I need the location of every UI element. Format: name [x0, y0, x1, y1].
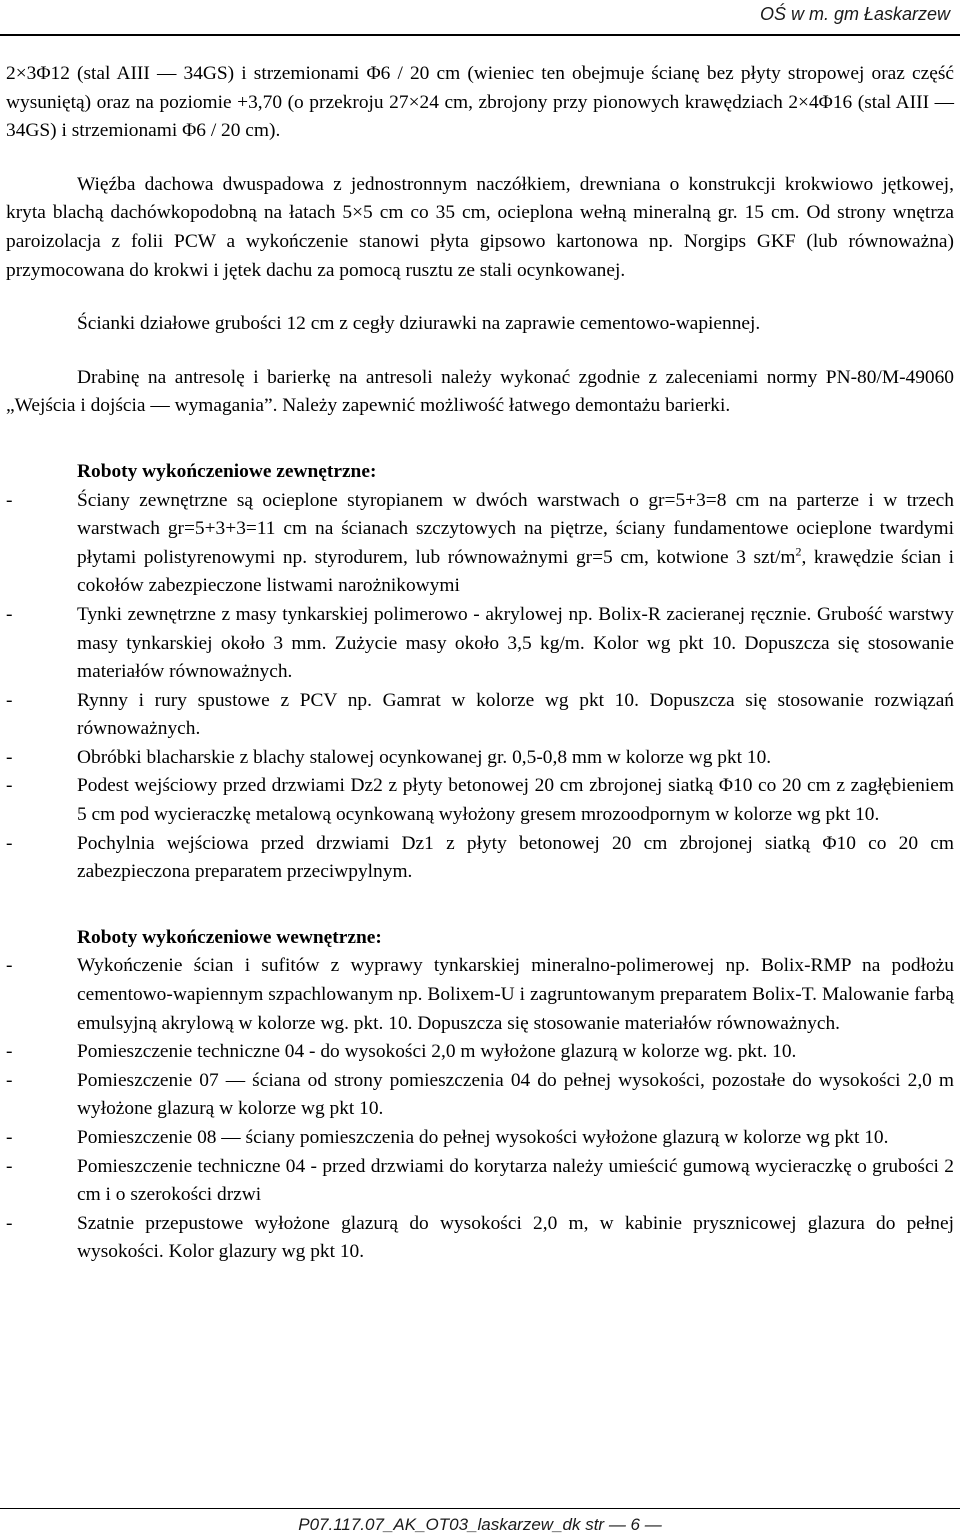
list-item: - Tynki zewnętrzne z masy tynkarskiej polimerowo - akrylowej np. Bolix-R zacieranej ręcznie. Grubość warstwy masy tynkarskiej około 3 mm. Zużycie masy około 3,5 kg/m. Kolor wg pkt 10. Dopuszcza się stosowanie materiałów równoważnych.	[6, 601, 954, 687]
list-item: - Obróbki blacharskie z blachy stalowej ocynkowanej gr. 0,5-0,8 mm w kolorze wg pkt 10.	[6, 744, 954, 773]
heading-internal-finishing: Roboty wykończeniowe wewnętrzne:	[77, 926, 382, 948]
list-item: - Ściany zewnętrzne są ocieplone styropianem w dwóch warstwach o gr=5+3=8 cm na parterze i w trzech warstwach gr=5+3+3=11 cm na ścianach szczytowych na piętrze, ściany fundamentowe ocieplone twardymi płytami polistyrenowymi np. styrodurem, lub równoważnymi gr=5 cm, kotwione 3 szt/$m^2$, krawędzie ścian i cokołów zabezpieczone listwami narożnikowymi	[6, 487, 954, 601]
page-header: OŚ w m. gm Łaskarzew	[759, 4, 950, 24]
footer-divider	[0, 1508, 960, 1509]
paragraph-roof-truss: Więźba dachowa dwuspadowa z jednostronnym naczółkiem, drewniana o konstrukcji krokwiowo jętkowej, kryta blachą dachówkopodobną na łatach 5×5 cm co 35 cm, ocieplona wełną mineralną gr. 15 cm. Od strony wnętrza paroizolacja z folii PCW a wykończenie stanowi płyta gipsowo kartonowa np. Norgips GKF (lub równoważna) przymocowana do krokwi i jętek dachu za pomocą rusztu ze stali ocynkowanej.	[6, 173, 954, 281]
list-item: - Pomieszczenie techniczne 04 - przed drzwiami do korytarza należy umieścić gumową wycieraczkę o grubości 2 cm i o szerokości drzwi	[6, 1153, 954, 1210]
document-body	[6, 60, 954, 1267]
header-divider	[0, 34, 960, 36]
list-item: - Wykończenie ścian i sufitów z wyprawy tynkarskiej mineralno-polimerowej np. Bolix-RMP na podłożu cementowo-wapiennym szpachlowanym np. Bolixem-U i zagruntowanym preparatem Bolix-T. Malowanie farbą emulsyjną akrylową w kolorze wg. pkt. 10. Dopuszcza się stosowanie materiałów równoważnych.	[6, 952, 954, 1038]
list-item: - Pomieszczenie 08 — ściany pomieszczenia do pełnej wysokości wyłożone glazurą w kolorze wg pkt 10.	[6, 1124, 954, 1153]
list-item: - Pomieszczenie 07 — ściana od strony pomieszczenia 04 do pełnej wysokości, pozostałe do wysokości 2,0 m wyłożone glazurą w kolorze wg pkt 10.	[6, 1067, 954, 1124]
paragraph-ladder-mezzanine: Drabinę na antresolę i barierkę na antresoli należy wykonać zgodnie z zaleceniami normy PN-80/M-49060 „Wejścia i dojścia — wymagania”. Należy zapewnić możliwość łatwego demontażu barierki.	[6, 366, 954, 417]
paragraph-ring-beam: 2×3Φ12 (stal AIII — 34GS) i strzemionami Φ6 / 20 cm (wieniec ten obejmuje ścianę bez płyty stropowej oraz część wysuniętą) oraz na poziomie +3,70 (o przekroju 27×24 cm, zbrojony przy pionowych krawędziach 2×4Φ16 (stal AIII — 34GS) i strzemionami Φ6 / 20 cm).	[6, 63, 954, 142]
list-item: - Szatnie przepustowe wyłożone glazurą do wysokości 2,0 m, w kabinie prysznicowej glazura do pełnej wysokości. Kolor glazury wg pkt 10.	[6, 1210, 954, 1267]
heading-external-finishing: Roboty wykończeniowe zewnętrzne:	[77, 460, 377, 482]
external-finishing-list	[6, 487, 954, 887]
page-number: 6	[630, 1515, 641, 1534]
list-item: - Rynny i rury spustowe z PCV np. Gamrat w kolorze wg pkt 10. Dopuszcza się stosowanie rozwiązań równoważnych.	[6, 687, 954, 744]
list-item: - Pochylnia wejściowa przed drzwiami Dz1 z płyty betonowej 20 cm zbrojonej siatką Φ10 co 20 cm zabezpieczona preparatem przeciwpylnym.	[6, 830, 954, 887]
list-item: - Pomieszczenie techniczne 04 - do wysokości 2,0 m wyłożone glazurą w kolorze wg. pkt. 10.	[6, 1038, 954, 1067]
page-footer: P07.117.07_AK_OT03_laskarzew_dk str — 6 —	[298, 1515, 662, 1534]
internal-finishing-list	[6, 952, 954, 1267]
paragraph-partition-walls: Ścianki działowe grubości 12 cm z cegły dziurawki na zaprawie cementowo-wapiennej.	[77, 313, 761, 335]
list-item: - Podest wejściowy przed drzwiami Dz2 z płyty betonowej 20 cm zbrojonej siatką Φ10 co 20 cm z zagłębieniem 5 cm pod wycieraczkę metalową ocynkowaną wyłożony gresem mrozoodpornym w kolorze wg pkt 10.	[6, 772, 954, 829]
